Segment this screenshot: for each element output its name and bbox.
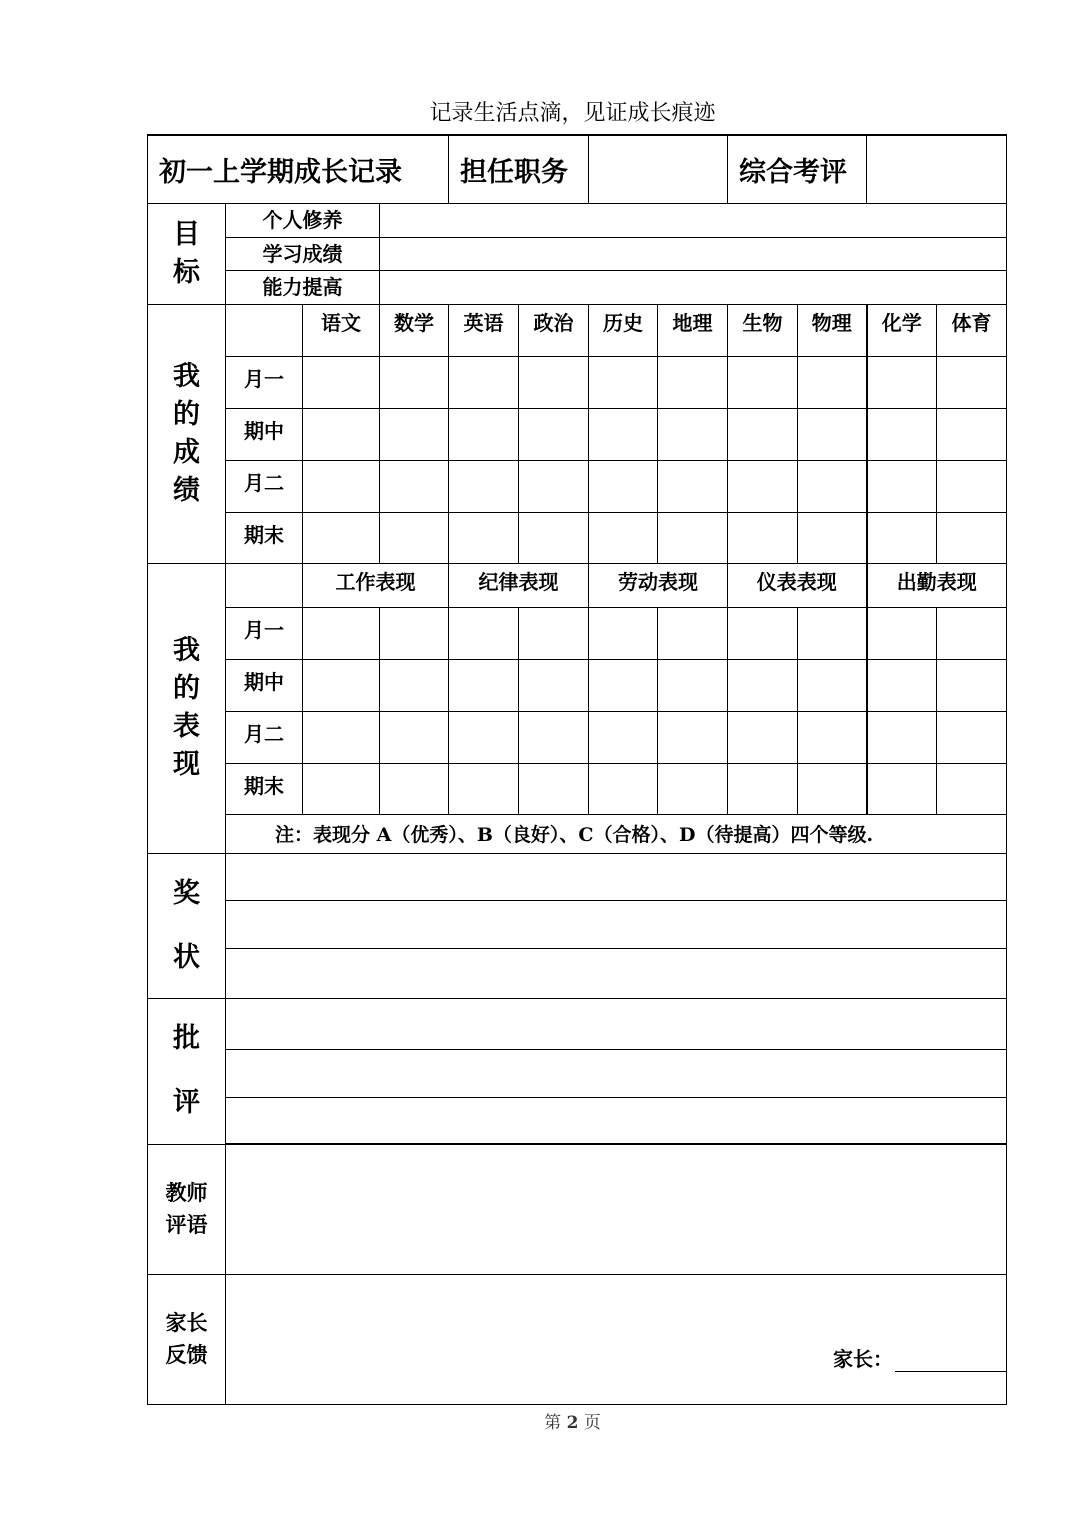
subject-header: 体育 bbox=[937, 304, 1007, 356]
performance-cell[interactable] bbox=[589, 659, 658, 711]
parent-signature-line[interactable] bbox=[895, 1351, 1007, 1372]
grading-note: 注：表现分 A（优秀）、B（良好）、C（合格）、D（待提高）四个等级. bbox=[226, 814, 1007, 853]
teacher-comment-row bbox=[148, 1144, 1007, 1274]
period-label: 月二 bbox=[226, 711, 303, 763]
performance-cell[interactable] bbox=[658, 659, 728, 711]
performance-cell[interactable] bbox=[380, 711, 449, 763]
performance-category-header: 纪律表现 bbox=[449, 563, 589, 607]
parent-feedback-area[interactable] bbox=[226, 1274, 1007, 1404]
goal-label: 学习成绩 bbox=[226, 237, 380, 270]
grade-cell[interactable] bbox=[303, 460, 380, 512]
performance-corner-cell bbox=[226, 563, 303, 607]
performance-note-row bbox=[148, 814, 1007, 853]
performance-cell[interactable] bbox=[937, 607, 1007, 659]
performance-row bbox=[148, 607, 1007, 659]
criticism-line[interactable] bbox=[226, 998, 1007, 1049]
performance-cell[interactable] bbox=[867, 607, 937, 659]
grade-cell[interactable] bbox=[728, 356, 798, 408]
subject-header: 物理 bbox=[798, 304, 867, 356]
performance-cell[interactable] bbox=[937, 659, 1007, 711]
grade-cell[interactable] bbox=[589, 460, 658, 512]
performance-cell[interactable] bbox=[303, 607, 380, 659]
grade-cell[interactable] bbox=[449, 356, 519, 408]
evaluation-value-cell[interactable] bbox=[867, 135, 1007, 203]
grade-cell[interactable] bbox=[937, 512, 1007, 563]
grades-row bbox=[148, 408, 1007, 460]
grade-cell[interactable] bbox=[589, 356, 658, 408]
performance-cell[interactable] bbox=[303, 763, 380, 814]
subject-header: 地理 bbox=[658, 304, 728, 356]
performance-cell[interactable] bbox=[589, 607, 658, 659]
performance-cell[interactable] bbox=[519, 711, 589, 763]
performance-cell[interactable] bbox=[380, 763, 449, 814]
grade-cell[interactable] bbox=[937, 460, 1007, 512]
grade-cell[interactable] bbox=[867, 408, 937, 460]
grade-cell[interactable] bbox=[728, 512, 798, 563]
performance-cell[interactable] bbox=[728, 711, 798, 763]
grade-cell[interactable] bbox=[658, 408, 728, 460]
award-row bbox=[148, 900, 1007, 948]
teacher-comment-area[interactable] bbox=[226, 1144, 1007, 1274]
record-title: 初一上学期成长记录 bbox=[148, 135, 449, 203]
grade-cell[interactable] bbox=[589, 512, 658, 563]
grade-cell[interactable] bbox=[867, 460, 937, 512]
period-label: 期末 bbox=[226, 512, 303, 563]
period-label: 期中 bbox=[226, 659, 303, 711]
growth-record-table bbox=[147, 134, 1007, 1405]
performance-cell[interactable] bbox=[937, 711, 1007, 763]
performance-cell[interactable] bbox=[519, 607, 589, 659]
performance-cell[interactable] bbox=[303, 711, 380, 763]
criticism-row bbox=[148, 1049, 1007, 1097]
grade-cell[interactable] bbox=[380, 356, 449, 408]
grade-cell[interactable] bbox=[728, 408, 798, 460]
grades-row bbox=[148, 356, 1007, 408]
goal-label: 能力提高 bbox=[226, 270, 380, 304]
performance-cell[interactable] bbox=[798, 607, 867, 659]
parent-signature bbox=[833, 1343, 1007, 1372]
award-line[interactable] bbox=[226, 853, 1007, 900]
footer-suffix: 页 bbox=[583, 1413, 601, 1433]
performance-cell[interactable] bbox=[589, 711, 658, 763]
grade-cell[interactable] bbox=[937, 408, 1007, 460]
grade-cell[interactable] bbox=[867, 512, 937, 563]
grade-cell[interactable] bbox=[658, 460, 728, 512]
grade-cell[interactable] bbox=[798, 408, 867, 460]
footer-prefix: 第 bbox=[544, 1413, 562, 1433]
award-row bbox=[148, 948, 1007, 998]
performance-category-header: 仪表表现 bbox=[728, 563, 867, 607]
grade-cell[interactable] bbox=[303, 512, 380, 563]
grade-cell[interactable] bbox=[589, 408, 658, 460]
subject-header: 英语 bbox=[449, 304, 519, 356]
performance-cell[interactable] bbox=[519, 763, 589, 814]
parent-signature-label: 家长： bbox=[833, 1346, 893, 1371]
performance-cell[interactable] bbox=[303, 659, 380, 711]
performance-category-header: 工作表现 bbox=[303, 563, 449, 607]
position-value-cell[interactable] bbox=[589, 135, 728, 203]
grade-cell[interactable] bbox=[798, 460, 867, 512]
grades-corner-cell bbox=[226, 304, 303, 356]
performance-cell[interactable] bbox=[380, 607, 449, 659]
period-label: 月一 bbox=[226, 356, 303, 408]
performance-header-row bbox=[148, 563, 1007, 607]
performance-cell[interactable] bbox=[449, 607, 519, 659]
criticism-row bbox=[148, 998, 1007, 1049]
subject-header: 政治 bbox=[519, 304, 589, 356]
goal-input-cell[interactable] bbox=[380, 203, 1007, 237]
performance-cell[interactable] bbox=[867, 763, 937, 814]
performance-section-label: 我的表现 bbox=[148, 563, 226, 853]
grade-cell[interactable] bbox=[728, 460, 798, 512]
page-footer bbox=[0, 1408, 1087, 1433]
performance-row bbox=[148, 659, 1007, 711]
performance-cell[interactable] bbox=[380, 659, 449, 711]
grade-cell[interactable] bbox=[519, 356, 589, 408]
goal-row bbox=[148, 270, 1007, 304]
performance-cell[interactable] bbox=[658, 763, 728, 814]
criticism-row bbox=[148, 1097, 1007, 1144]
award-line[interactable] bbox=[226, 900, 1007, 948]
grade-cell[interactable] bbox=[449, 512, 519, 563]
grade-cell[interactable] bbox=[658, 512, 728, 563]
performance-cell[interactable] bbox=[798, 763, 867, 814]
grades-row bbox=[148, 512, 1007, 563]
performance-cell[interactable] bbox=[658, 711, 728, 763]
header-row bbox=[148, 135, 1007, 203]
awards-section-label: 奖状 bbox=[148, 853, 226, 998]
award-line[interactable] bbox=[226, 948, 1007, 998]
performance-cell[interactable] bbox=[728, 763, 798, 814]
subject-header: 数学 bbox=[380, 304, 449, 356]
performance-cell[interactable] bbox=[589, 763, 658, 814]
grades-header-row bbox=[148, 304, 1007, 356]
criticism-section-label: 批评 bbox=[148, 998, 226, 1144]
performance-cell[interactable] bbox=[867, 711, 937, 763]
subject-header: 语文 bbox=[303, 304, 380, 356]
grade-cell[interactable] bbox=[658, 356, 728, 408]
performance-cell[interactable] bbox=[449, 763, 519, 814]
grade-cell[interactable] bbox=[380, 460, 449, 512]
grade-cell[interactable] bbox=[798, 356, 867, 408]
subject-header: 生物 bbox=[728, 304, 798, 356]
parent-feedback-label: 家长反馈 bbox=[148, 1274, 226, 1404]
grade-cell[interactable] bbox=[449, 408, 519, 460]
performance-category-header: 劳动表现 bbox=[589, 563, 728, 607]
grades-row bbox=[148, 460, 1007, 512]
page-heading: 记录生活点滴，见证成长痕迹 bbox=[429, 101, 716, 126]
grade-cell[interactable] bbox=[867, 356, 937, 408]
grade-cell[interactable] bbox=[519, 512, 589, 563]
goal-row bbox=[148, 237, 1007, 270]
grade-cell[interactable] bbox=[449, 460, 519, 512]
goal-label: 个人修养 bbox=[226, 203, 380, 237]
grades-section-label: 我的成绩 bbox=[148, 304, 226, 563]
performance-cell[interactable] bbox=[519, 659, 589, 711]
performance-cell[interactable] bbox=[449, 711, 519, 763]
period-label: 月一 bbox=[226, 607, 303, 659]
grade-cell[interactable] bbox=[380, 408, 449, 460]
grade-cell[interactable] bbox=[798, 512, 867, 563]
performance-cell[interactable] bbox=[728, 607, 798, 659]
period-label: 期中 bbox=[226, 408, 303, 460]
evaluation-label: 综合考评 bbox=[728, 135, 867, 203]
period-label: 期末 bbox=[226, 763, 303, 814]
award-row bbox=[148, 853, 1007, 900]
goal-input-cell[interactable] bbox=[380, 237, 1007, 270]
performance-cell[interactable] bbox=[937, 763, 1007, 814]
subject-header: 历史 bbox=[589, 304, 658, 356]
grade-cell[interactable] bbox=[303, 356, 380, 408]
goals-section-label: 目标 bbox=[148, 203, 226, 304]
performance-cell[interactable] bbox=[798, 711, 867, 763]
performance-cell[interactable] bbox=[867, 659, 937, 711]
criticism-line[interactable] bbox=[226, 1049, 1007, 1097]
goal-row bbox=[148, 203, 1007, 237]
performance-cell[interactable] bbox=[658, 607, 728, 659]
grade-cell[interactable] bbox=[519, 460, 589, 512]
performance-row bbox=[148, 711, 1007, 763]
grade-cell[interactable] bbox=[937, 356, 1007, 408]
grade-cell[interactable] bbox=[519, 408, 589, 460]
period-label: 月二 bbox=[226, 460, 303, 512]
subject-header: 化学 bbox=[867, 304, 937, 356]
teacher-comment-label: 教师评语 bbox=[148, 1144, 226, 1274]
page-number: 2 bbox=[566, 1413, 579, 1433]
performance-row bbox=[148, 763, 1007, 814]
parent-feedback-row bbox=[148, 1274, 1007, 1404]
performance-cell[interactable] bbox=[449, 659, 519, 711]
grade-cell[interactable] bbox=[380, 512, 449, 563]
performance-cell[interactable] bbox=[798, 659, 867, 711]
position-label: 担任职务 bbox=[449, 135, 589, 203]
goal-input-cell[interactable] bbox=[380, 270, 1007, 304]
performance-cell[interactable] bbox=[728, 659, 798, 711]
criticism-line[interactable] bbox=[226, 1097, 1007, 1144]
grade-cell[interactable] bbox=[303, 408, 380, 460]
performance-category-header: 出勤表现 bbox=[867, 563, 1007, 607]
